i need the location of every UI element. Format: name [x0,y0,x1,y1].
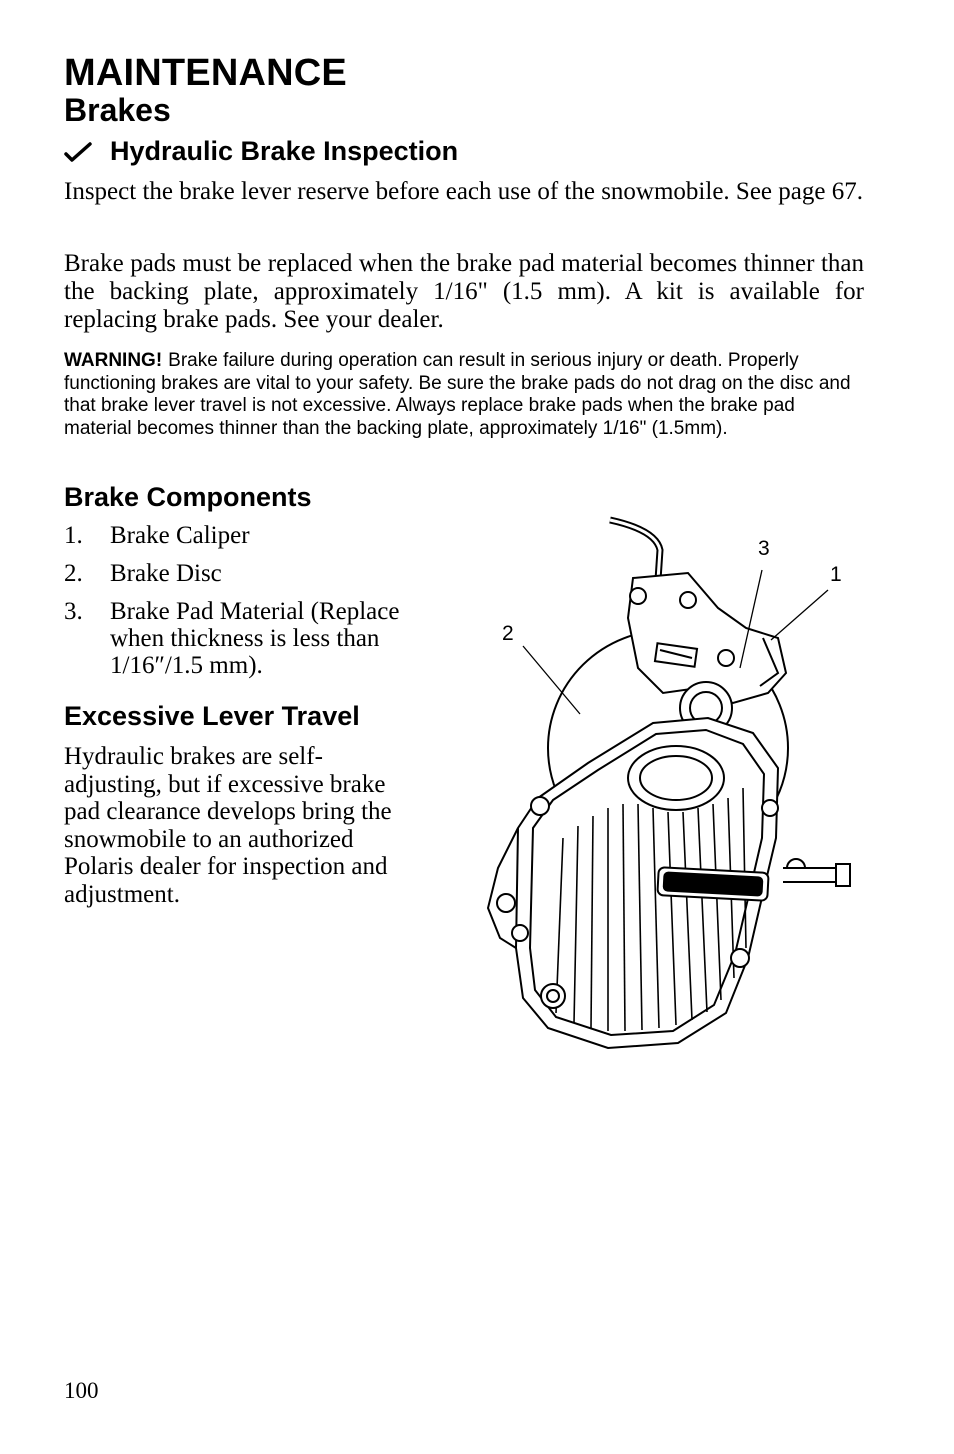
brake-assembly-illustration [478,508,858,1058]
subsection-title: Brakes [64,92,171,128]
list-item-text: Brake Disc [110,560,222,587]
list-item [64,522,424,549]
lever-heading: Excessive Lever Travel [64,701,360,731]
list-item-text: Brake Caliper [110,522,250,549]
warning-block [64,350,864,440]
page-number: 100 [64,1378,99,1403]
components-list [64,522,424,690]
warning-text: Brake failure during operation can result in serious injury or death. Properly functioning brakes are vital to your safety. Be sure the brake pads do not drag on the disc and that brake lever travel is not excessive. Always replace brake pads when the brake pad material becomes thinner than the backing plate, approximately 1/16" (1.5mm). [64,350,851,439]
section-title: MAINTENANCE [64,52,347,94]
lever-paragraph: Hydraulic brakes are self-adjusting, but if excessive brake pad clearance develops bring the snowmobile to an authorized Polaris dealer for inspection and adjustment. [64,743,392,908]
list-item-text: Brake Pad Material (Replace when thickness is less than 1/16″/1.5 mm). [110,598,400,679]
callout-brake-pad: 3 [758,537,770,560]
components-heading: Brake Components [64,482,312,512]
list-item-number: 1. [64,522,83,549]
inspection-paragraph-2: Brake pads must be replaced when the brake pad material becomes thinner than the backing plate, approximately 1/16" (1.5 mm). A kit is available for replacing brake pads. See your dealer. [64,250,864,333]
list-item-number: 3. [64,598,83,625]
list-item-number: 2. [64,560,83,587]
inspection-paragraph-1: Inspect the brake lever reserve before each use of the snowmobile. See page 67. [64,178,863,205]
list-item [64,560,424,587]
warning-label: WARNING! [64,350,163,371]
checkmark-icon [64,141,92,163]
callout-brake-disc: 2 [502,622,514,645]
callout-brake-caliper: 1 [830,563,842,586]
list-item [64,598,424,679]
inspection-title: Hydraulic Brake Inspection [110,136,459,166]
inspection-heading [64,136,458,167]
